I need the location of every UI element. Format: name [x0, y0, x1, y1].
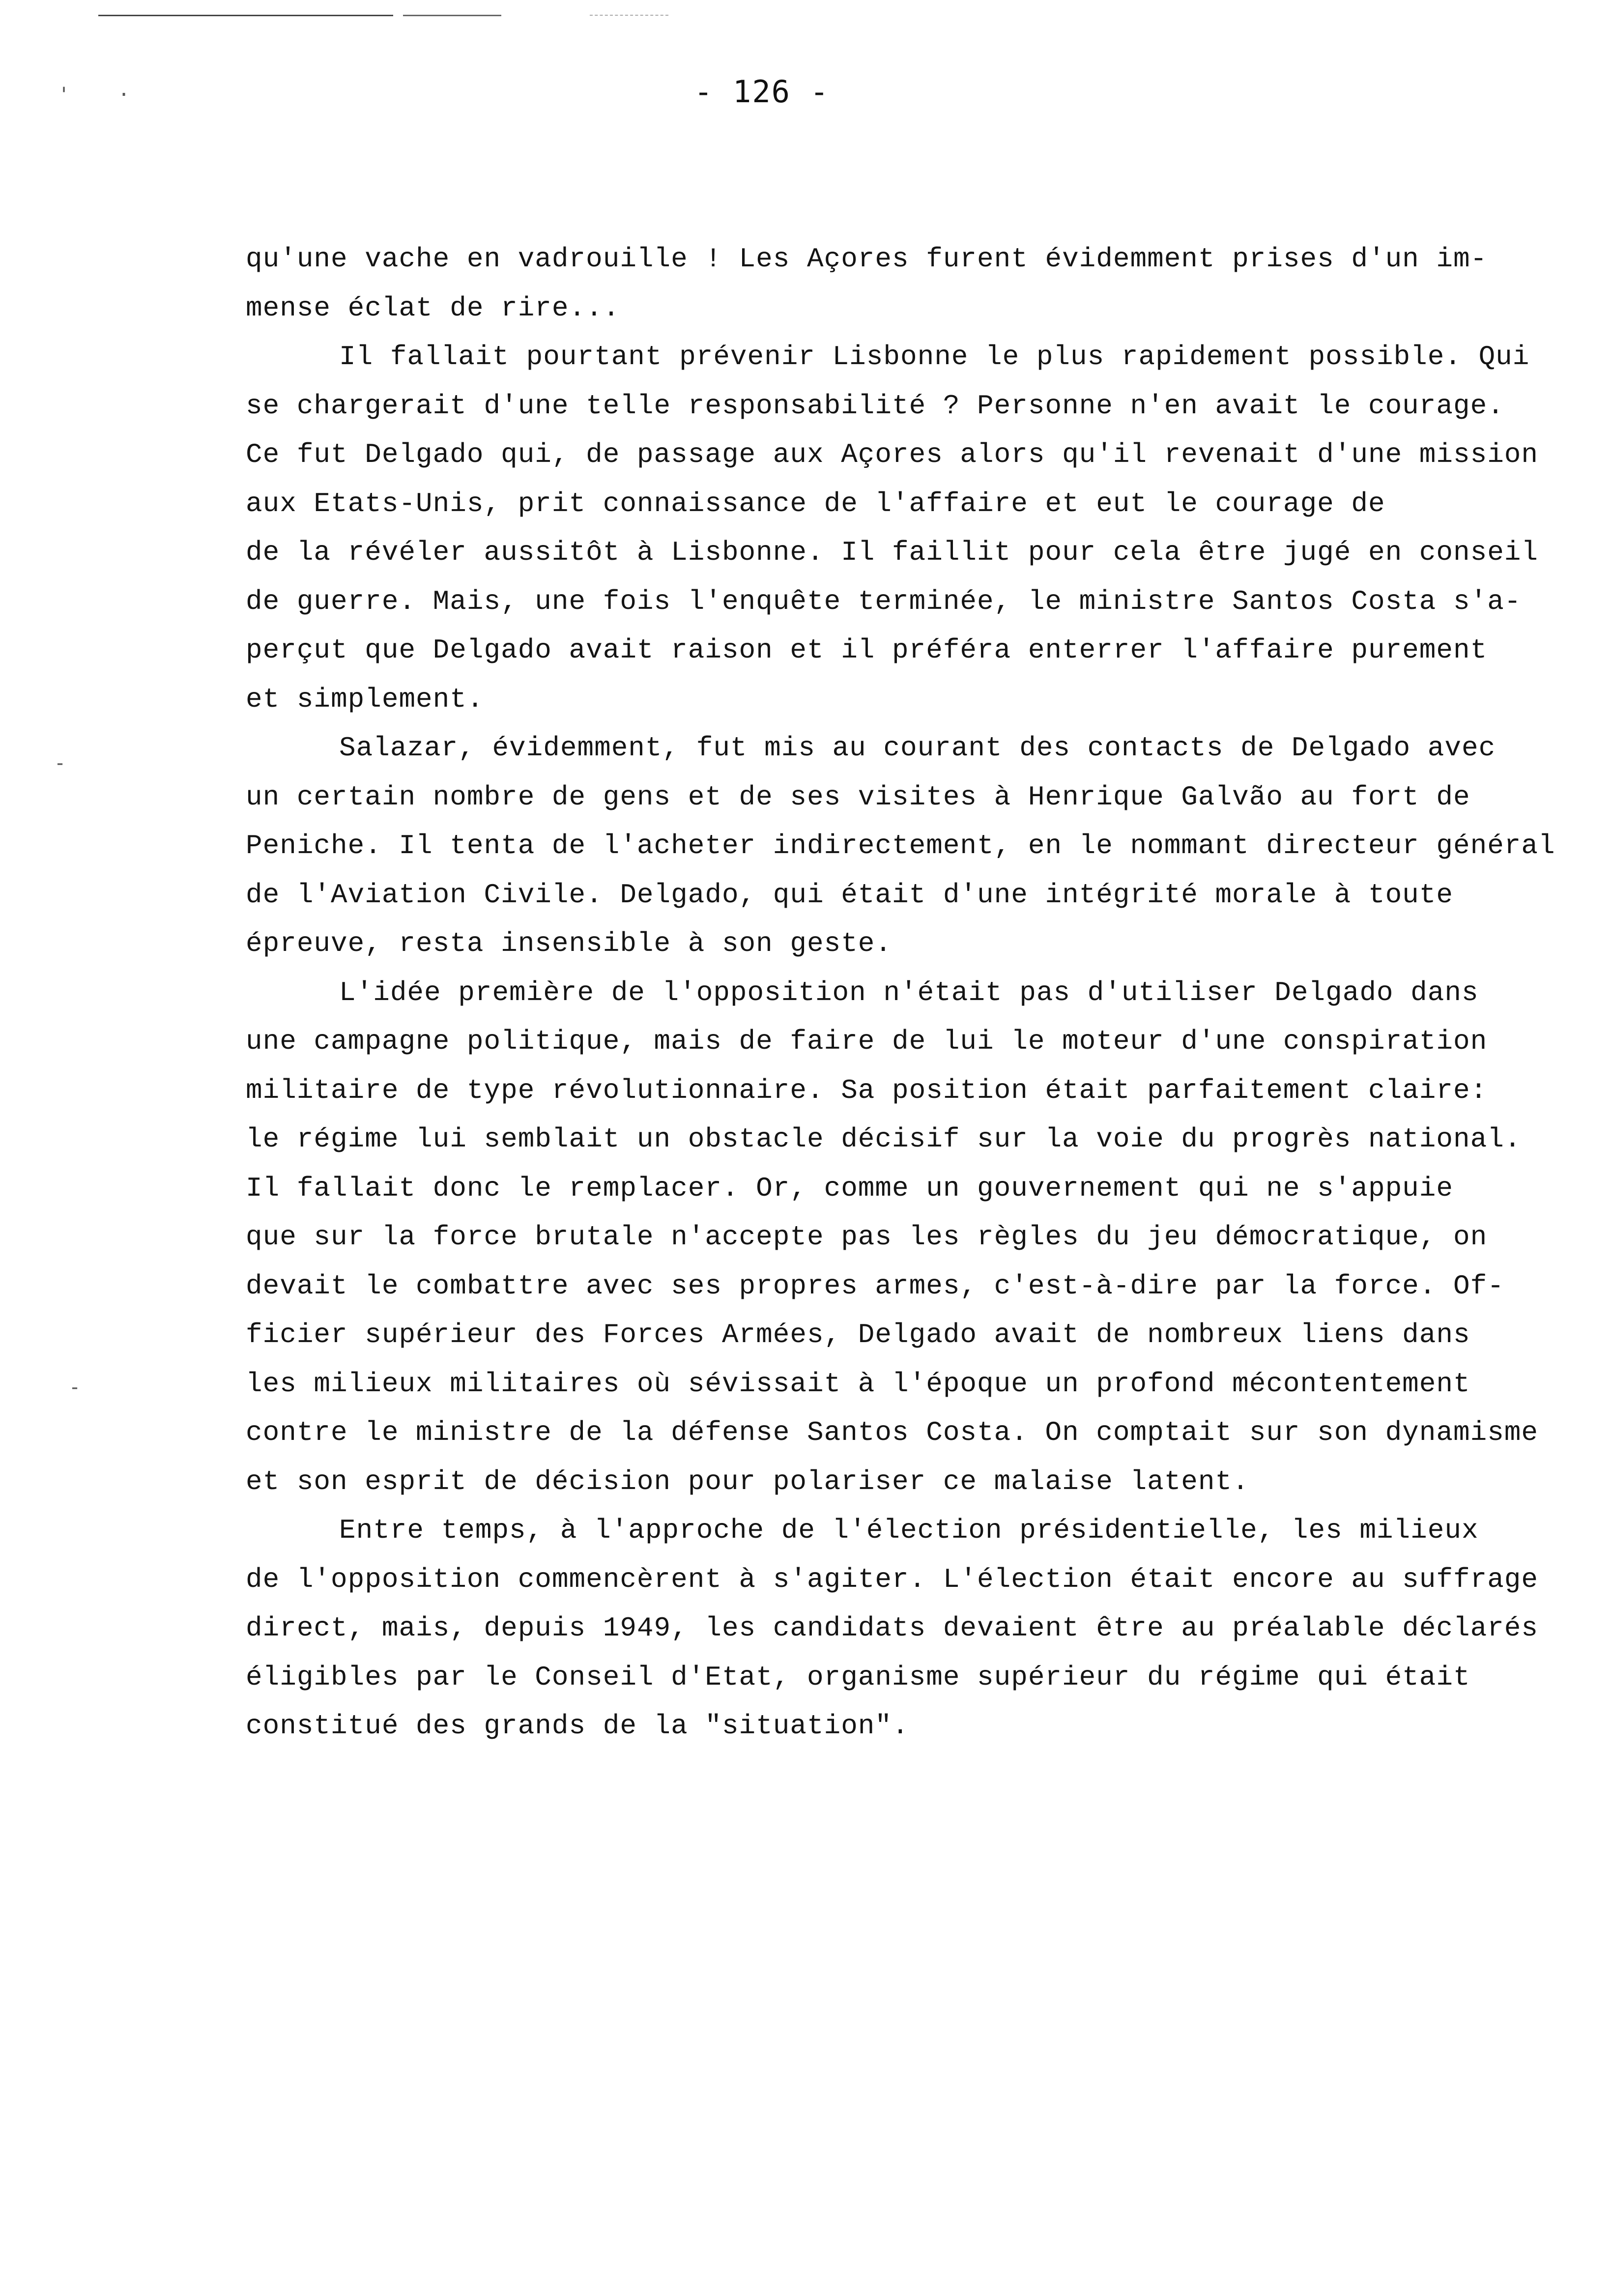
text-line: Salazar, évidemment, fut mis au courant des contacts de Delgado avec: [339, 732, 1496, 764]
text-line: constitué des grands de la "situation".: [246, 1710, 909, 1742]
text-line: direct, mais, depuis 1949, les candidats devaient être au préalable déclarés: [246, 1612, 1539, 1644]
body-text: [246, 235, 1602, 1751]
text-line: se chargerait d'une telle responsabilité ? Personne n'en avait le courage.: [246, 390, 1504, 422]
text-line: Ce fut Delgado qui, de passage aux Açores alors qu'il revenait d'une mission: [246, 439, 1539, 470]
text-line: un certain nombre de gens et de ses visites à Henrique Galvão au fort de: [246, 781, 1470, 813]
margin-mark: -: [69, 1376, 81, 1399]
margin-mark: ': [58, 84, 70, 106]
text-line: et son esprit de décision pour polariser ce malaise latent.: [246, 1465, 1249, 1497]
margin-mark: ·: [118, 84, 130, 106]
text-line: ficier supérieur des Forces Armées, Delgado avait de nombreux liens dans: [246, 1319, 1470, 1350]
margin-mark: -: [54, 752, 66, 775]
text-line: qu'une vache en vadrouille ! Les Açores furent évidemment prises d'un im-: [246, 243, 1488, 275]
text-line: aux Etats-Unis, prit connaissance de l'affaire et eut le courage de: [246, 488, 1385, 519]
top-rule: [403, 15, 501, 16]
text-line: les milieux militaires où sévissait à l'époque un profond mécontentement: [246, 1368, 1470, 1400]
text-line: de l'opposition commencèrent à s'agiter. L'élection était encore au suffrage: [246, 1563, 1539, 1595]
page-number: - 126 -: [694, 74, 830, 110]
text-line: épreuve, resta insensible à son geste.: [246, 928, 892, 959]
text-line: Entre temps, à l'approche de l'élection présidentielle, les milieux: [339, 1515, 1479, 1546]
text-line: L'idée première de l'opposition n'était pas d'utiliser Delgado dans: [339, 976, 1479, 1008]
text-line: une campagne politique, mais de faire de lui le moteur d'une conspiration: [246, 1026, 1488, 1057]
text-line: de guerre. Mais, une fois l'enquête terminée, le ministre Santos Costa s'a-: [246, 585, 1522, 617]
text-line: perçut que Delgado avait raison et il préféra enterrer l'affaire purement: [246, 634, 1488, 666]
text-line: contre le ministre de la défense Santos Costa. On comptait sur son dynamisme: [246, 1417, 1539, 1448]
text-line: de l'Aviation Civile. Delgado, qui était d'une intégrité morale à toute: [246, 879, 1453, 911]
text-line: Il fallait pourtant prévenir Lisbonne le plus rapidement possible. Qui: [339, 341, 1530, 373]
text-line: militaire de type révolutionnaire. Sa position était parfaitement claire:: [246, 1074, 1488, 1106]
text-line: que sur la force brutale n'accepte pas les règles du jeu démocratique, on: [246, 1221, 1488, 1253]
text-line: le régime lui semblait un obstacle décisif sur la voie du progrès national.: [246, 1123, 1522, 1155]
text-line: Il fallait donc le remplacer. Or, comme un gouvernement qui ne s'appuie: [246, 1172, 1453, 1204]
text-line: devait le combattre avec ses propres armes, c'est-à-dire par la force. Of-: [246, 1270, 1504, 1302]
top-rule: [98, 15, 393, 16]
top-rule: [590, 15, 668, 16]
text-line: Peniche. Il tenta de l'acheter indirectement, en le nommant directeur général: [246, 830, 1555, 861]
text-line: et simplement.: [246, 683, 484, 715]
text-line: éligibles par le Conseil d'Etat, organisme supérieur du régime qui était: [246, 1661, 1470, 1693]
text-line: de la révéler aussitôt à Lisbonne. Il faillit pour cela être jugé en conseil: [246, 537, 1539, 568]
text-line: mense éclat de rire...: [246, 292, 620, 324]
